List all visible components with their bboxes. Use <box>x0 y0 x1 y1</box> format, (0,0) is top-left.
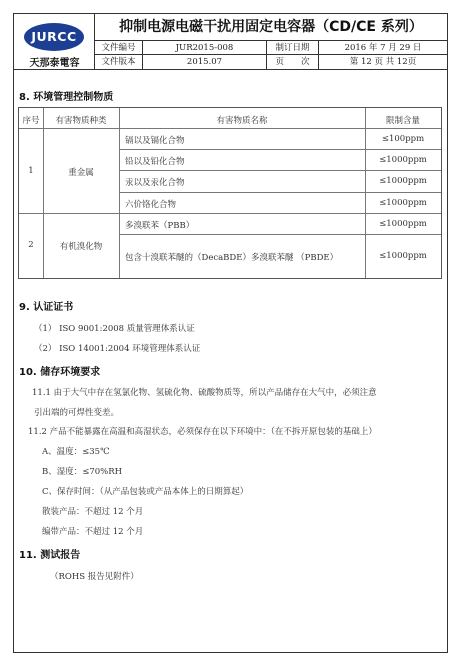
storage-humidity: B、湿度：≤70%RH <box>42 467 123 477</box>
storage-temperature: A、温度：≤35℃ <box>42 447 110 457</box>
meta-row-2 <box>95 55 447 69</box>
bulk-product-period: 散装产品：不超过 12 个月 <box>42 507 144 517</box>
document-page <box>13 13 448 653</box>
page-value: 第 12 页 共 12页 <box>349 57 417 67</box>
col-header-no: 序号 <box>22 116 40 126</box>
company-logo: JURCC <box>24 23 84 51</box>
section-9-heading: 9. 认证证书 <box>19 302 74 313</box>
page-label: 页 次 <box>267 55 319 69</box>
col-header-name: 有害物质名称 <box>216 116 268 126</box>
table-divider <box>119 149 441 150</box>
version-value: 2015.07 <box>143 55 267 69</box>
logo-cell <box>14 14 95 70</box>
col-header-limit: 限制含量 <box>385 116 420 126</box>
version-label: 文件版本 <box>95 55 143 69</box>
group-category: 有机溴化物 <box>59 242 103 252</box>
substance-limit: ≤1000ppm <box>379 176 427 186</box>
substance-name: 镉以及镉化合物 <box>125 136 185 146</box>
group-category: 重金属 <box>68 168 94 178</box>
storage-paragraph-1: 11.1 由于大气中存在氢氯化物、氢硫化物、硫酸物质等，所以产品储存在大气中，必须注意 <box>32 388 377 398</box>
table-divider <box>19 128 441 129</box>
taped-product-period: 编带产品：不超过 12 个月 <box>42 527 144 537</box>
substance-limit: ≤100ppm <box>381 134 425 144</box>
document-header <box>14 14 447 70</box>
storage-time: C、保存时间：（从产品包装或产品本体上的日期算起） <box>42 487 249 497</box>
substance-name: 包含十溴联苯醚的（DecaBDE）多溴联苯醚 （PBDE） <box>125 253 339 263</box>
substance-name: 六价铬化合物 <box>125 200 177 210</box>
substance-limit: ≤1000ppm <box>379 251 427 261</box>
table-divider <box>43 108 44 278</box>
storage-paragraph-2: 11.2 产品不能暴露在高温和高湿状态，必须保存在以下环境中：（在不拆开原包装的基础上） <box>28 427 377 437</box>
date-label: 制订日期 <box>267 41 319 55</box>
document-title: 抑制电源电磁干扰用固定电容器（CD/CE 系列） <box>95 14 447 41</box>
meta-row-1 <box>95 41 447 55</box>
substance-name: 多溴联苯（PBB） <box>125 221 195 231</box>
table-divider <box>119 108 120 278</box>
group-number: 1 <box>28 166 34 176</box>
substance-limit: ≤1000ppm <box>379 155 427 165</box>
hazardous-substances-table <box>18 107 442 279</box>
doc-no-value: JUR2015-008 <box>143 41 267 55</box>
certificate-item: （1） ISO 9001:2008 质量管理体系认证 <box>34 324 195 334</box>
substance-limit: ≤1000ppm <box>379 219 427 229</box>
date-value: 2016 年 7 月 29 日 <box>344 43 422 53</box>
section-8-heading: 8. 环境管理控制物质 <box>19 92 114 103</box>
certificate-item: （2） ISO 14001:2004 环境管理体系认证 <box>34 344 201 354</box>
test-report-note: （ROHS 报告见附件） <box>50 572 139 582</box>
table-divider <box>119 234 441 235</box>
group-number: 2 <box>28 240 34 250</box>
substance-name: 汞以及汞化合物 <box>125 178 185 188</box>
storage-paragraph-1-cont: 引出端的可焊性变差。 <box>34 408 120 418</box>
col-header-category: 有害物质种类 <box>55 116 107 126</box>
section-10-heading: 10. 储存环境要求 <box>19 367 101 378</box>
doc-no-label: 文件编号 <box>95 41 143 55</box>
table-divider <box>19 213 441 214</box>
table-divider <box>119 170 441 171</box>
section-11-heading: 11. 测试报告 <box>19 550 81 561</box>
substance-name: 铅以及铅化合物 <box>125 157 185 167</box>
substance-limit: ≤1000ppm <box>379 198 427 208</box>
company-name: 天那泰電容 <box>29 58 80 69</box>
table-divider <box>119 192 441 193</box>
